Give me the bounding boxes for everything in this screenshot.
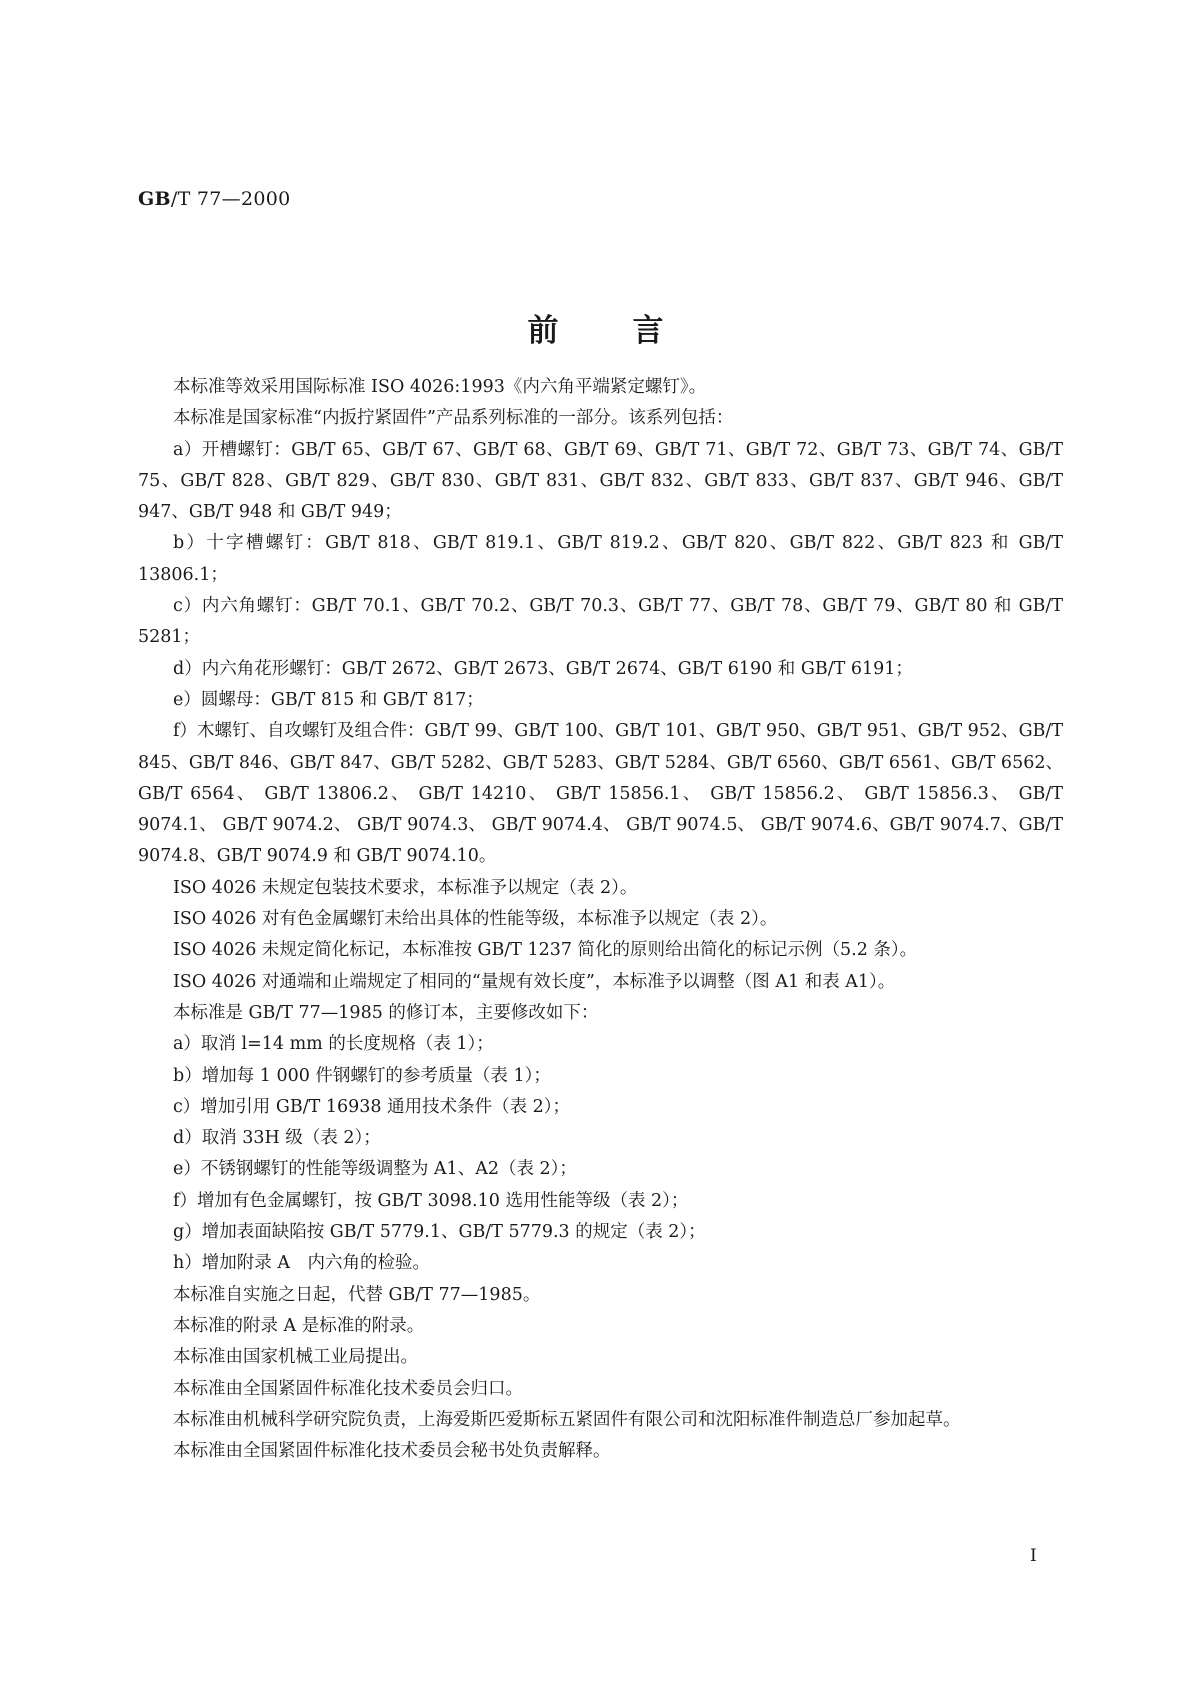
paragraph: 本标准是国家标准“内扳拧紧固件”产品系列标准的一部分。该系列包括： bbox=[173, 408, 734, 429]
document-code-prefix: GB bbox=[138, 188, 171, 210]
paragraph: h）增加附录 A 内六角的检验。 bbox=[173, 1253, 430, 1274]
paragraph: ISO 4026 对有色金属螺钉未给出具体的性能等级，本标准予以规定（表 2）。 bbox=[173, 909, 778, 930]
paragraph: 本标准的附录 A 是标准的附录。 bbox=[173, 1315, 425, 1336]
paragraph: a）取消 l=14 mm 的长度规格（表 1）； bbox=[173, 1034, 494, 1055]
paragraph: a）开槽螺钉：GB/T 65、GB/T 67、GB/T 68、GB/T 69、GB/T 71、GB/T 72、GB/T 73、GB/T 74、GB/T 75、GB/T 828、GB/T 829、GB/T 830、GB/T 831、GB/T 832、GB/T 833、GB/T 837、GB/T 946、GB/T 947、GB/T 948 和 GB/T 949； bbox=[138, 439, 1063, 523]
paragraph: ISO 4026 未规定包装技术要求，本标准予以规定（表 2）。 bbox=[173, 877, 638, 898]
paragraph: 本标准等效采用国际标准 ISO 4026:1993《内六角平端紧定螺钉》。 bbox=[173, 377, 707, 397]
paragraph: b）增加每 1 000 件钢螺钉的参考质量（表 1）； bbox=[173, 1065, 551, 1086]
paragraph: 本标准自实施之日起，代替 GB/T 77—1985。 bbox=[173, 1284, 541, 1305]
paragraph: 本标准由全国紧固件标准化技术委员会归口。 bbox=[173, 1378, 523, 1399]
page-title: 前言 bbox=[527, 313, 738, 349]
document-code-number: /T 77—2000 bbox=[170, 188, 291, 210]
paragraph: c）增加引用 GB/T 16938 通用技术条件（表 2）； bbox=[173, 1096, 571, 1117]
paragraph: e）圆螺母：GB/T 815 和 GB/T 817； bbox=[173, 689, 484, 710]
paragraph: f）增加有色金属螺钉，按 GB/T 3098.10 选用性能等级（表 2）； bbox=[173, 1190, 689, 1211]
document-code bbox=[138, 188, 291, 210]
paragraph: e）不锈钢螺钉的性能等级调整为 A1、A2（表 2）； bbox=[173, 1159, 577, 1180]
paragraph: 本标准由机械科学研究院负责，上海爱斯匹爱斯标五紧固件有限公司和沈阳标准件制造总厂参加起草。 bbox=[173, 1409, 961, 1430]
paragraph: d）取消 33H 级（表 2）； bbox=[173, 1128, 381, 1149]
page-number: I bbox=[1030, 1546, 1037, 1566]
paragraph: f）木螺钉、自攻螺钉及组合件：GB/T 99、GB/T 100、GB/T 101、GB/T 950、GB/T 951、GB/T 952、GB/T 845、GB/T 846、GB/T 847、GB/T 5282、GB/T 5283、GB/T 5284、GB/T 6560、GB/T 6561、GB/T 6562、 GB/T 6564、 GB/T 13806.2、 GB/T 14210、 GB/T 15856.1、 GB/T 15856.2、 GB/T 15856.3、 GB/T 9074.1、 GB/T 9074.2、 GB/T 9074.3、 GB/T 9074.4、 GB/T 9074.5、 GB/T 9074.6、GB/T 9074.7、GB/T 9074.8、GB/T 9074.9 和 GB/T 9074.10。 bbox=[138, 721, 1063, 867]
paragraph: ISO 4026 未规定简化标记，本标准按 GB/T 1237 简化的原则给出简化的标记示例（5.2 条）。 bbox=[173, 940, 918, 961]
paragraph: 本标准由国家机械工业局提出。 bbox=[173, 1347, 418, 1368]
paragraph: c）内六角螺钉：GB/T 70.1、GB/T 70.2、GB/T 70.3、GB/T 77、GB/T 78、GB/T 79、GB/T 80 和 GB/T 5281； bbox=[138, 596, 1063, 648]
foreword-body bbox=[138, 372, 1063, 1467]
paragraph: g）增加表面缺陷按 GB/T 5779.1、GB/T 5779.3 的规定（表 2）； bbox=[173, 1222, 706, 1243]
paragraph: ISO 4026 对通端和止端规定了相同的“量规有效长度”，本标准予以调整（图 A1 和表 A1）。 bbox=[173, 971, 896, 992]
paragraph: 本标准由全国紧固件标准化技术委员会秘书处负责解释。 bbox=[173, 1441, 611, 1462]
paragraph: 本标准是 GB/T 77—1985 的修订本，主要修改如下： bbox=[173, 1002, 599, 1023]
paragraph: b）十字槽螺钉：GB/T 818、GB/T 819.1、GB/T 819.2、GB/T 820、GB/T 822、GB/T 823 和 GB/T 13806.1； bbox=[138, 533, 1063, 585]
paragraph: d）内六角花形螺钉：GB/T 2672、GB/T 2673、GB/T 2674、GB/T 6190 和 GB/T 6191； bbox=[173, 658, 913, 679]
